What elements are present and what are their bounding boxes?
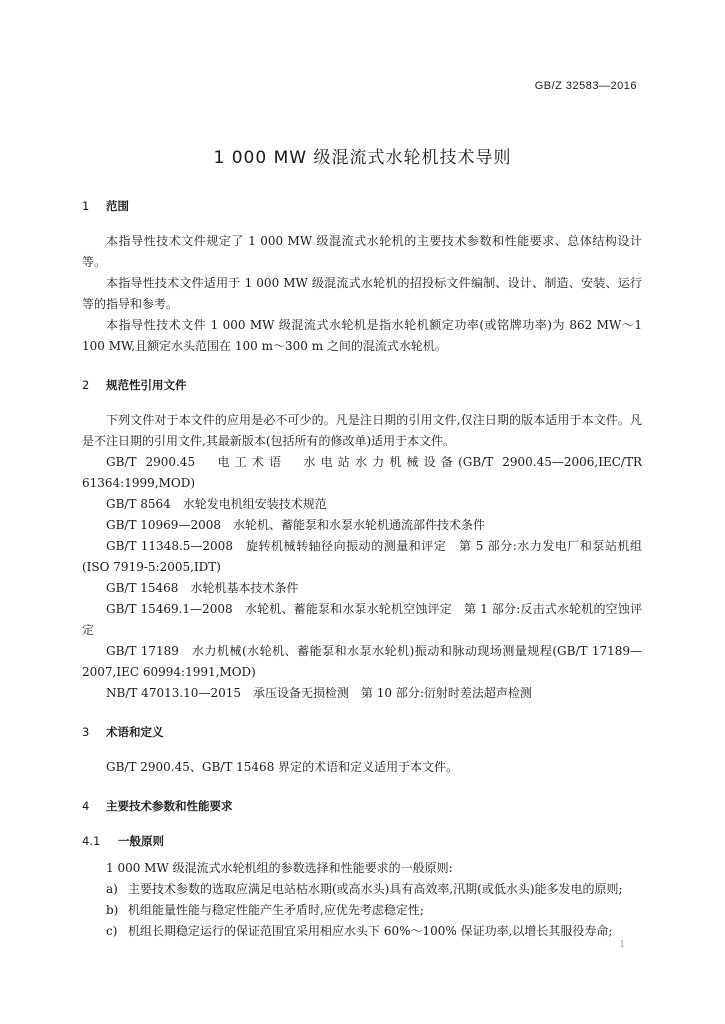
reference-item: GB/T 2900.45 电工术语 水电站水力机械设备(GB/T 2900.45—2006,IEC/TR 61364:1999,MOD) [82,455,642,490]
section-3-heading [82,722,642,743]
section-title: 术语和定义 [106,725,164,739]
reference-item: GB/T 8564 水轮发电机组安装技术规范 [106,497,327,511]
section-number: 1 [82,199,90,213]
reference-item: GB/T 15468 水轮机基本技术条件 [106,581,299,595]
standard-code: GB/Z 32583—2016 [534,80,637,92]
reference-item: GB/T 15469.1—2008 水轮机、蓄能泵和水泵水轮机空蚀评定 第 1 部分:反击式水轮机的空蚀评定 [82,602,642,637]
document-title: 1 000 MW 级混流式水轮机技术导则 [213,148,512,168]
reference-item: NB/T 47013.10—2015 承压设备无损检测 第 10 部分:衍射时差法超声检测 [106,686,532,700]
subsection-title: 一般原则 [118,834,164,848]
section-title: 主要技术参数和性能要求 [106,799,233,813]
section-4-heading [82,796,642,817]
paragraph: 下列文件对于本文件的应用是必不可少的。凡是注日期的引用文件,仅注日期的版本适用于本文件。凡是不注日期的引用文件,其最新版本(包括所有的修改单)适用于本文件。 [82,413,642,448]
paragraph: 本指导性技术文件 1 000 MW 级混流式水轮机是指水轮机额定功率(或铭牌功率)为 862 MW～1 100 MW,且额定水头范围在 100 m～300 m 之间的混流式水轮机。 [82,318,642,353]
list-marker: c) [106,924,118,938]
document-body [82,196,642,942]
section-1-heading [82,196,642,217]
list-marker: b) [106,903,119,917]
paragraph: 本指导性技术文件规定了 1 000 MW 级混流式水轮机的主要技术参数和性能要求、总体结构设计等。 [82,234,642,269]
section-2-heading [82,375,642,396]
list-item [82,879,642,900]
list-item-text: 机组能量性能与稳定性能产生矛盾时,应优先考虑稳定性; [128,903,424,917]
reference-item: GB/T 10969—2008 水轮机、蓄能泵和水泵水轮机通流部件技术条件 [106,518,485,532]
list-item-text: 主要技术参数的选取应满足电站枯水期(或高水头)具有高效率,汛期(或低水头)能多发电的原则; [128,882,623,896]
list-marker: a) [106,882,118,896]
paragraph: 本指导性技术文件适用于 1 000 MW 级混流式水轮机的招投标文件编制、设计、制造、安装、运行等的指导和参考。 [82,276,642,311]
page-number: 1 [619,940,625,950]
section-title: 规范性引用文件 [106,378,187,392]
list-item-text: 机组长期稳定运行的保证范围宜采用相应水头下 60%～100% 保证功率,以增长其服役寿命; [128,924,613,938]
section-number: 3 [82,725,90,739]
list-item [82,921,642,942]
section-number: 2 [82,378,90,392]
reference-item: GB/T 11348.5—2008 旋转机械转轴径向振动的测量和评定 第 5 部分:水力发电厂和泵站机组(ISO 7919-5:2005,IDT) [82,539,642,574]
subsection-4-1-heading [82,831,642,852]
paragraph: 1 000 MW 级混流式水轮机组的参数选择和性能要求的一般原则: [106,861,453,875]
section-number: 4 [82,799,90,813]
section-title: 范围 [106,199,129,213]
subsection-number: 4.1 [82,834,101,848]
paragraph: GB/T 2900.45、GB/T 15468 界定的术语和定义适用于本文件。 [106,760,459,774]
reference-item: GB/T 17189 水力机械(水轮机、蓄能泵和水泵水轮机)振动和脉动现场测量规程(GB/T 17189—2007,IEC 60994:1991,MOD) [82,644,642,679]
list-item [82,900,642,921]
